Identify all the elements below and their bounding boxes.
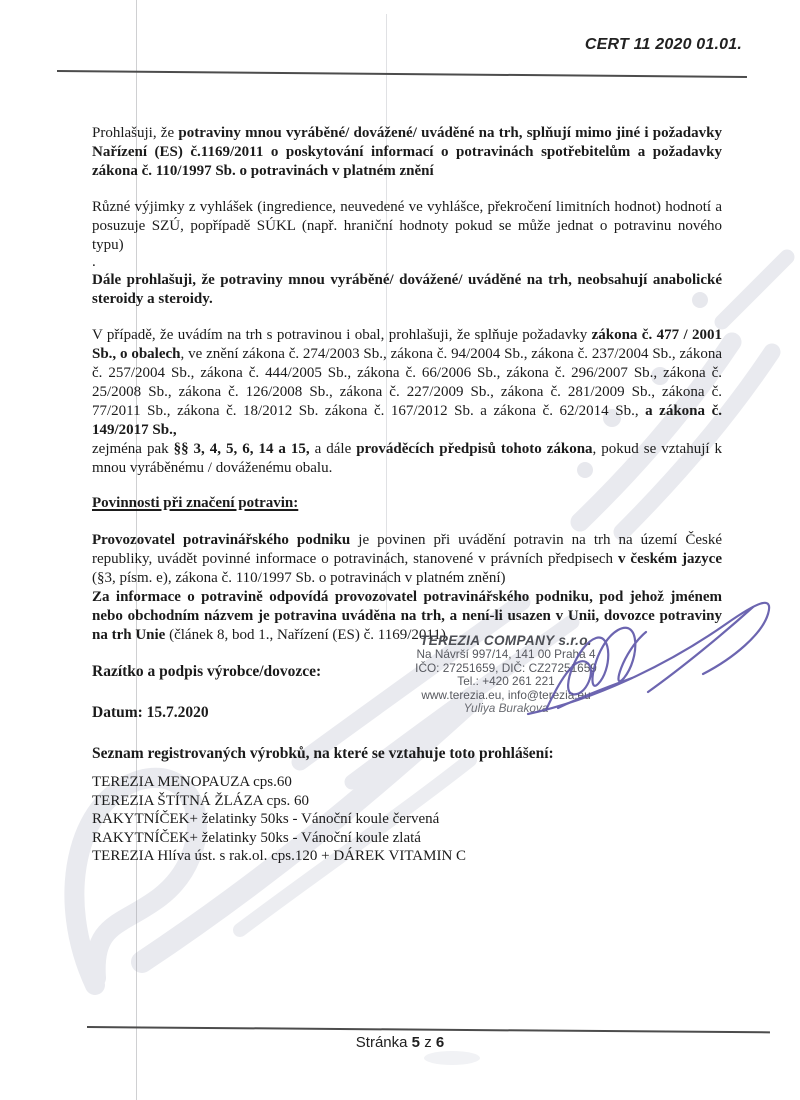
paragraph-bold-text: potraviny mnou vyráběné/ dovážené/ uváděné na trh, splňují mimo jiné i požadavky Nařízení (ES) č.1169/2011 o poskytování informací o potravinách spotřebitelům a požadavky zákona č. 110/1997 Sb. o potravinách v platném znění: [92, 125, 722, 179]
product-list: [92, 773, 722, 866]
paragraph-steroids-declaration: Dále prohlašuji, že potraviny mnou vyráběné/ dovážené/ uváděné na trh, neobsahují anabolické steroidy a steroidy.: [92, 272, 722, 307]
date-line: Datum: 15.7.2020: [92, 704, 209, 721]
stamp-registration-ids: IČO: 27251659, DIČ: CZ27251659: [415, 660, 597, 675]
stamp-company-name: TEREZIA COMPANY s.r.o.: [420, 633, 592, 648]
signer-name: Yuliya Burakova: [463, 701, 549, 716]
product-item: RAKYTNÍČEK+ želatinky 50ks - Vánoční koule červená: [92, 811, 440, 827]
paragraph-food-declaration: [92, 124, 722, 181]
handwritten-signature: [498, 572, 798, 722]
page-number: Stránka 5 z 6: [355, 1034, 445, 1051]
document-body: [92, 124, 722, 866]
stamp-address: Na Návrší 997/14, 141 00 Praha 4: [416, 647, 596, 661]
document-reference: CERT 11 2020 01.01.: [584, 36, 742, 53]
registered-products-heading: Seznam registrovaných výrobků, na které se vztahuje toto prohlášení:: [92, 745, 554, 762]
stray-period: .: [92, 254, 96, 270]
paragraph-packaging-law: V případě, že uvádím na trh s potravinou i obal, prohlašuji, že splňuje požadavky zákona č. 477 / 2001 Sb., o obalech, ve znění zákona č. 274/2003 Sb., zákona č. 94/2004 Sb., zákona č. 237/2004 Sb., zákona č. 257/2004 Sb., zákona č. 444/2005 Sb., zákona č. 66/2006 Sb., zákona č. 296/2007 Sb., zákona č. 25/2008 Sb., zákona č. 126/2008 Sb., zákona č. 227/2009 Sb., zákona č. 281/2009 Sb., zákona č. 77/2011 Sb., zákona č. 18/2012 Sb. zákona č. 167/2012 Sb. a zákona č. 62/2014 Sb., a zákona č. 149/2017 Sb., zejména pak §§ 3, 4, 5, 6, 14 a 15, a dále prováděcích předpisů tohoto zákona, pokud se vztahují k mnou vyráběnému / dováženému obalu.: [92, 327, 723, 476]
product-item: TEREZIA ŠTÍTNÁ ŽLÁZA cps. 60: [92, 792, 310, 809]
stamp-signature-label: Razítko a podpis výrobce/dovozce:: [92, 663, 322, 680]
paragraph-exceptions: Různé výjimky z vyhlášek (ingredience, neuvedené ve vyhlášce, překročení limitních hodnot) hodnotí a posuzuje SZÚ, popřípadě SÚKL (např. hraniční hodnoty pokud se může jednat o potravinu nového typu): [92, 199, 722, 253]
paragraph-lead-text: Prohlašuji, že: [92, 125, 179, 141]
paragraph-operator-duty: Provozovatel potravinářského podniku je povinen při uvádění potravin na trh na území České republiky, uvádět povinné informace o potravinách, stanovené v právních předpisech v českém jazyce (§3, písm. e), zákona č. 110/1997 Sb. o potravinách v platném znění): [92, 532, 722, 586]
section-heading-labeling: Povinnosti při značení potravin:: [92, 495, 299, 511]
paragraph-responsibility: Za informace o potravině odpovídá provozovatel potravinářského podniku, pod jehož jménem nebo obchodním názvem je potravina uváděna na trh, a není-li usazen v Unii, dovozce potraviny na trh Unie (článek 8, bod 1., Nařízení (ES) č. 1169/2011): [92, 589, 722, 643]
product-item: RAKYTNÍČEK+ želatinky 50ks - Vánoční koule zlatá: [92, 829, 421, 846]
product-item: TEREZIA MENOPAUZA cps.60: [92, 774, 292, 790]
stamp-web-email: www.terezia.eu, info@terezia.eu: [421, 687, 591, 702]
product-item: TEREZIA Hlíva úst. s rak.ol. cps.120 + DÁREK VITAMIN C: [92, 848, 467, 864]
stamp-phone: Tel.: +420 261 221: [457, 674, 555, 689]
